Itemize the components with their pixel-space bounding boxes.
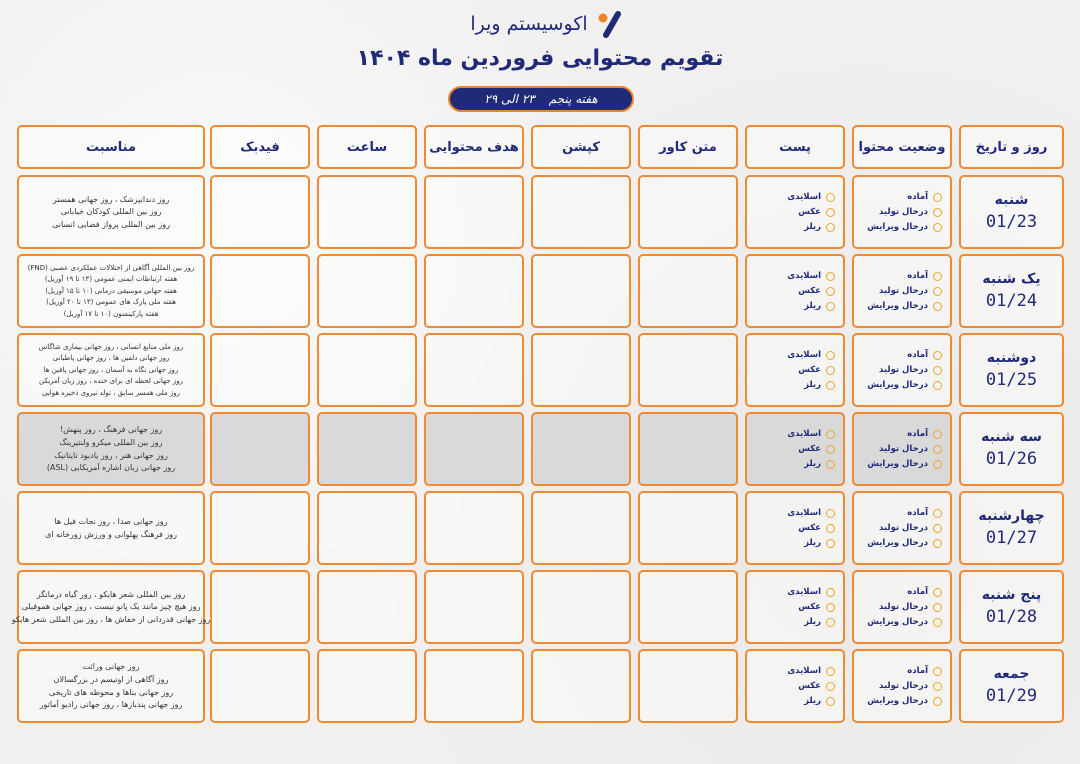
- radio-circle-icon[interactable]: [933, 381, 942, 390]
- time-cell[interactable]: [317, 412, 417, 486]
- option-label: ریلز: [804, 617, 821, 627]
- occasion-list: [23, 651, 199, 721]
- radio-circle-icon[interactable]: [826, 524, 835, 533]
- option-label: درحال ویرایش: [867, 222, 928, 232]
- feedback-cell[interactable]: [210, 333, 310, 407]
- option-label: ریلز: [804, 538, 821, 548]
- option-label: آماده: [907, 192, 928, 202]
- occasion-list: [23, 335, 199, 405]
- occasion-cell: [17, 333, 205, 407]
- post-option[interactable]: [787, 222, 835, 232]
- radio-circle-icon[interactable]: [933, 524, 942, 533]
- occasion-cell: [11, 570, 211, 644]
- option-label: آماده: [907, 508, 928, 518]
- status-option[interactable]: [867, 222, 942, 232]
- status-options: [867, 572, 942, 642]
- option-label: ریلز: [804, 222, 821, 232]
- radio-circle-icon[interactable]: [826, 588, 835, 597]
- post-option[interactable]: [787, 365, 835, 375]
- header-occasion: مناسبت: [17, 125, 205, 169]
- status-cell: [852, 254, 952, 328]
- radio-circle-icon[interactable]: [933, 302, 942, 311]
- caption-cell[interactable]: [531, 254, 631, 328]
- day-cell: [959, 649, 1064, 723]
- brand-logo-icon: [596, 9, 626, 39]
- radio-circle-icon[interactable]: [826, 287, 835, 296]
- occasion-item: هفته ارتباطات ایمنی عمومی (۱۳ تا ۱۹ آوریل): [44, 275, 178, 284]
- option-label: عکس: [798, 523, 821, 533]
- post-cell: [745, 333, 845, 407]
- day-date: 01/29: [985, 686, 1038, 706]
- header-feedback: فیدبک: [210, 125, 310, 169]
- option-label: درحال تولید: [879, 444, 928, 454]
- radio-circle-icon[interactable]: [933, 445, 942, 454]
- time-cell[interactable]: [317, 333, 417, 407]
- option-label: اسلایدی: [787, 350, 821, 360]
- day-date: 01/25: [985, 370, 1038, 390]
- occasion-item: روز جهانی هنر ، روز یادبود تایتانیک: [54, 450, 168, 460]
- feedback-cell[interactable]: [210, 570, 310, 644]
- option-label: اسلایدی: [787, 587, 821, 597]
- occasion-item: هفته پارکینسون (۱۰ تا ۱۷ آوریل): [63, 309, 159, 318]
- status-option[interactable]: [867, 286, 942, 296]
- week-range: ۲۳ الی ۲۹: [484, 92, 535, 106]
- option-label: ریلز: [804, 459, 821, 469]
- status-option[interactable]: [867, 587, 942, 597]
- post-cell: [745, 254, 845, 328]
- occasion-item: روز دندانپزشک ، روز جهانی همستر: [52, 194, 170, 204]
- cover-cell[interactable]: [638, 570, 738, 644]
- post-cell: [745, 412, 845, 486]
- day-date: 01/23: [985, 212, 1038, 232]
- day-cell: [959, 491, 1064, 565]
- occasion-item: روز ملی همسر سابق ، تولد نیروی ذخیره هوایی: [42, 388, 181, 397]
- status-option[interactable]: [867, 350, 942, 360]
- caption-cell[interactable]: [531, 491, 631, 565]
- post-cell: [745, 649, 845, 723]
- brand-name: اکوسیستم ویرا: [470, 13, 588, 35]
- status-option[interactable]: [867, 681, 942, 691]
- radio-circle-icon[interactable]: [826, 697, 835, 706]
- occasion-list: [23, 493, 199, 563]
- post-options: [787, 493, 835, 563]
- cover-cell[interactable]: [638, 649, 738, 723]
- occasion-list: [23, 414, 199, 484]
- occasion-item: روز ملی منابع انسانی ، روز جهانی بیماری شاگاس: [38, 343, 184, 352]
- post-option[interactable]: [787, 617, 835, 627]
- status-option[interactable]: [867, 523, 942, 533]
- feedback-cell[interactable]: [210, 491, 310, 565]
- radio-circle-icon[interactable]: [933, 223, 942, 232]
- status-cell: [852, 412, 952, 486]
- option-label: عکس: [798, 286, 821, 296]
- post-cell: [745, 175, 845, 249]
- cover-cell[interactable]: [638, 254, 738, 328]
- post-cell: [745, 570, 845, 644]
- caption-cell[interactable]: [531, 570, 631, 644]
- radio-circle-icon[interactable]: [826, 272, 835, 281]
- post-option[interactable]: [787, 429, 835, 439]
- caption-cell[interactable]: [531, 649, 631, 723]
- post-options: [787, 414, 835, 484]
- day-date: 01/28: [985, 607, 1038, 627]
- radio-circle-icon[interactable]: [933, 430, 942, 439]
- page-title: تقویم محتوایی فروردین ماه ۱۴۰۴: [356, 46, 724, 71]
- post-option[interactable]: [787, 602, 835, 612]
- radio-circle-icon[interactable]: [826, 509, 835, 518]
- radio-circle-icon[interactable]: [933, 588, 942, 597]
- status-option[interactable]: [867, 666, 942, 676]
- post-option[interactable]: [787, 192, 835, 202]
- occasion-item: روز جهانی نگاه به آسمان ، روز جهانی پافین ها: [43, 365, 179, 374]
- status-option[interactable]: [867, 508, 942, 518]
- occasion-item: روز بین المللی شعر هایکو ، روز گیاه درمانگر: [36, 589, 186, 599]
- option-label: درحال ویرایش: [867, 380, 928, 390]
- option-label: اسلایدی: [787, 192, 821, 202]
- occasion-item: روز جهانی صدا ، روز نجات فیل ها: [54, 516, 168, 526]
- option-label: عکس: [798, 681, 821, 691]
- option-label: عکس: [798, 365, 821, 375]
- feedback-cell[interactable]: [210, 412, 310, 486]
- feedback-cell[interactable]: [210, 175, 310, 249]
- option-label: اسلایدی: [787, 508, 821, 518]
- status-option[interactable]: [867, 696, 942, 706]
- occasion-list: [11, 572, 211, 642]
- radio-circle-icon[interactable]: [826, 193, 835, 202]
- day-date: 01/26: [985, 449, 1038, 469]
- post-option[interactable]: [787, 508, 835, 518]
- radio-circle-icon[interactable]: [933, 618, 942, 627]
- header-caption: کپشن: [531, 125, 631, 169]
- time-cell[interactable]: [317, 491, 417, 565]
- radio-circle-icon[interactable]: [933, 697, 942, 706]
- goal-cell[interactable]: [424, 570, 524, 644]
- header-post: پست: [745, 125, 845, 169]
- option-label: آماده: [907, 587, 928, 597]
- day-cell: [959, 254, 1064, 328]
- option-label: درحال تولید: [879, 602, 928, 612]
- day-name: چهارشنبه: [978, 508, 1045, 524]
- time-cell[interactable]: [317, 649, 417, 723]
- occasion-cell: [17, 491, 205, 565]
- post-option[interactable]: [787, 538, 835, 548]
- occasion-item: هفته ملی پارک های عمومی (۱۳ تا ۲۰ آوریل): [46, 298, 176, 307]
- header-status: وضعیت محتوا: [852, 125, 952, 169]
- post-option[interactable]: [787, 380, 835, 390]
- day-name: سه شنبه: [981, 429, 1042, 445]
- week-label: هفته پنجم: [548, 92, 598, 106]
- option-label: آماده: [907, 666, 928, 676]
- occasion-item: روز جهانی دلفین ها ، روز جهانی پاطبانی: [52, 354, 170, 363]
- occasion-item: هفته جهانی موسیقی درمانی (۱۰ تا ۱۵ آوریل): [45, 286, 177, 295]
- status-option[interactable]: [867, 538, 942, 548]
- post-options: [787, 256, 835, 326]
- status-option[interactable]: [867, 429, 942, 439]
- day-name: جمعه: [993, 666, 1030, 682]
- option-label: درحال ویرایش: [867, 617, 928, 627]
- option-label: عکس: [798, 602, 821, 612]
- option-label: درحال ویرایش: [867, 459, 928, 469]
- option-label: ریلز: [804, 380, 821, 390]
- caption-cell[interactable]: [531, 333, 631, 407]
- status-options: [867, 256, 942, 326]
- status-option[interactable]: [867, 459, 942, 469]
- status-cell: [852, 175, 952, 249]
- goal-cell[interactable]: [424, 412, 524, 486]
- radio-circle-icon[interactable]: [933, 272, 942, 281]
- option-label: ریلز: [804, 301, 821, 311]
- day-cell: [959, 333, 1064, 407]
- post-options: [787, 177, 835, 247]
- radio-circle-icon[interactable]: [933, 366, 942, 375]
- option-label: درحال تولید: [879, 681, 928, 691]
- radio-circle-icon[interactable]: [826, 667, 835, 676]
- radio-circle-icon[interactable]: [826, 302, 835, 311]
- day-name: دوشنبه: [986, 350, 1037, 366]
- day-cell: [959, 570, 1064, 644]
- status-options: [867, 177, 942, 247]
- radio-circle-icon[interactable]: [826, 603, 835, 612]
- status-option[interactable]: [867, 207, 942, 217]
- occasion-item: روز جهانی وراثت: [82, 662, 140, 672]
- day-name: شنبه: [994, 192, 1029, 208]
- occasion-item: روز جهانی قدردانی از خفاش ها ، روز بین المللی شعر هایکو: [11, 614, 211, 624]
- post-cell: [745, 491, 845, 565]
- radio-circle-icon[interactable]: [933, 287, 942, 296]
- status-option[interactable]: [867, 192, 942, 202]
- radio-circle-icon[interactable]: [826, 223, 835, 232]
- occasion-item: روز هیچ چیز مانند یک پانو نیست ، روز جهانی هموفیلی: [21, 602, 201, 612]
- day-cell: [959, 412, 1064, 486]
- status-cell: [852, 333, 952, 407]
- radio-circle-icon[interactable]: [826, 351, 835, 360]
- time-cell[interactable]: [317, 254, 417, 328]
- radio-circle-icon[interactable]: [933, 208, 942, 217]
- option-label: عکس: [798, 444, 821, 454]
- cover-cell[interactable]: [638, 412, 738, 486]
- radio-circle-icon[interactable]: [826, 682, 835, 691]
- option-label: ریلز: [804, 696, 821, 706]
- radio-circle-icon[interactable]: [933, 603, 942, 612]
- day-date: 01/27: [985, 528, 1038, 548]
- status-options: [867, 335, 942, 405]
- time-cell[interactable]: [317, 570, 417, 644]
- occasion-item: روز جهانی بناها و محوطه های تاریخی: [48, 687, 174, 697]
- post-option[interactable]: [787, 681, 835, 691]
- occasion-item: روز بین المللی پرواز فضایی انسانی: [52, 219, 170, 229]
- option-label: درحال ویرایش: [867, 538, 928, 548]
- post-option[interactable]: [787, 286, 835, 296]
- week-badge: [448, 86, 634, 112]
- day-date: 01/24: [985, 291, 1038, 311]
- radio-circle-icon[interactable]: [933, 667, 942, 676]
- goal-cell[interactable]: [424, 649, 524, 723]
- radio-circle-icon[interactable]: [933, 539, 942, 548]
- occasion-item: روز جهانی پندبازها ، روز جهانی رادیو آماتور: [39, 700, 183, 710]
- occasion-list: [23, 177, 199, 247]
- post-option[interactable]: [787, 666, 835, 676]
- post-options: [787, 651, 835, 721]
- option-label: درحال تولید: [879, 207, 928, 217]
- post-option[interactable]: [787, 523, 835, 533]
- option-label: درحال ویرایش: [867, 696, 928, 706]
- radio-circle-icon[interactable]: [826, 208, 835, 217]
- page-header: [0, 0, 1080, 124]
- status-cell: [852, 570, 952, 644]
- option-label: اسلایدی: [787, 271, 821, 281]
- goal-cell[interactable]: [424, 175, 524, 249]
- occasion-cell: [17, 412, 205, 486]
- radio-circle-icon[interactable]: [933, 193, 942, 202]
- option-label: درحال تولید: [879, 286, 928, 296]
- day-name: یک شنبه: [982, 271, 1041, 287]
- status-option[interactable]: [867, 365, 942, 375]
- radio-circle-icon[interactable]: [826, 366, 835, 375]
- goal-cell[interactable]: [424, 333, 524, 407]
- occasion-cell: [17, 254, 205, 328]
- brand-logo: [458, 6, 638, 42]
- caption-cell[interactable]: [531, 412, 631, 486]
- header-cover: متن کاور: [638, 125, 738, 169]
- occasion-item: روز جهانی زبان اشاره آمریکایی (ASL): [46, 463, 176, 473]
- goal-cell[interactable]: [424, 491, 524, 565]
- header-day: روز و تاریخ: [959, 125, 1064, 169]
- radio-circle-icon[interactable]: [933, 460, 942, 469]
- time-cell[interactable]: [317, 175, 417, 249]
- cover-cell[interactable]: [638, 491, 738, 565]
- post-option[interactable]: [787, 444, 835, 454]
- status-cell: [852, 491, 952, 565]
- option-label: اسلایدی: [787, 666, 821, 676]
- day-name: پنج شنبه: [981, 587, 1042, 603]
- post-option[interactable]: [787, 459, 835, 469]
- occasion-cell: [17, 175, 205, 249]
- radio-circle-icon[interactable]: [826, 539, 835, 548]
- radio-circle-icon[interactable]: [933, 682, 942, 691]
- feedback-cell[interactable]: [210, 649, 310, 723]
- post-options: [787, 335, 835, 405]
- header-goal: هدف محتوایی: [424, 125, 524, 169]
- radio-circle-icon[interactable]: [933, 509, 942, 518]
- radio-circle-icon[interactable]: [933, 351, 942, 360]
- occasion-item: روز بین المللی کودکان خیابانی: [60, 207, 162, 217]
- status-option[interactable]: [867, 301, 942, 311]
- option-label: درحال ویرایش: [867, 301, 928, 311]
- caption-cell[interactable]: [531, 175, 631, 249]
- status-option[interactable]: [867, 271, 942, 281]
- option-label: آماده: [907, 350, 928, 360]
- occasion-item: روز بین المللی میکرو ولنتیرینگ: [59, 437, 163, 447]
- occasion-item: روز جهانی فرهنگ ، روز پنهش!: [59, 425, 163, 435]
- option-label: آماده: [907, 271, 928, 281]
- post-option[interactable]: [787, 301, 835, 311]
- day-cell: [959, 175, 1064, 249]
- status-option[interactable]: [867, 602, 942, 612]
- cover-cell[interactable]: [638, 333, 738, 407]
- post-option[interactable]: [787, 207, 835, 217]
- feedback-cell[interactable]: [210, 254, 310, 328]
- status-cell: [852, 649, 952, 723]
- occasion-list: [23, 256, 199, 326]
- option-label: اسلایدی: [787, 429, 821, 439]
- radio-circle-icon[interactable]: [826, 430, 835, 439]
- option-label: درحال تولید: [879, 365, 928, 375]
- occasion-item: روز جهانی لحظه ای برای خنده ، روز زبان آمریکن: [39, 377, 183, 386]
- goal-cell[interactable]: [424, 254, 524, 328]
- radio-circle-icon[interactable]: [826, 460, 835, 469]
- radio-circle-icon[interactable]: [826, 618, 835, 627]
- option-label: آماده: [907, 429, 928, 439]
- post-option[interactable]: [787, 587, 835, 597]
- occasion-item: روز آگاهی از اوتیسم در بزرگسالان: [53, 674, 169, 684]
- post-option[interactable]: [787, 350, 835, 360]
- post-option[interactable]: [787, 271, 835, 281]
- occasion-item: روز بین المللی آگاهی از اختلالات عملکردی عصبی (FND): [27, 264, 195, 273]
- post-option[interactable]: [787, 696, 835, 706]
- option-label: عکس: [798, 207, 821, 217]
- status-option[interactable]: [867, 444, 942, 454]
- radio-circle-icon[interactable]: [826, 381, 835, 390]
- option-label: درحال تولید: [879, 523, 928, 533]
- cover-cell[interactable]: [638, 175, 738, 249]
- status-options: [867, 651, 942, 721]
- occasion-cell: [17, 649, 205, 723]
- radio-circle-icon[interactable]: [826, 445, 835, 454]
- occasion-item: روز فرهنگ پهلوانی و ورزش زورخانه ای: [45, 529, 177, 539]
- status-option[interactable]: [867, 380, 942, 390]
- post-options: [787, 572, 835, 642]
- header-time: ساعت: [317, 125, 417, 169]
- status-options: [867, 414, 942, 484]
- status-options: [867, 493, 942, 563]
- status-option[interactable]: [867, 617, 942, 627]
